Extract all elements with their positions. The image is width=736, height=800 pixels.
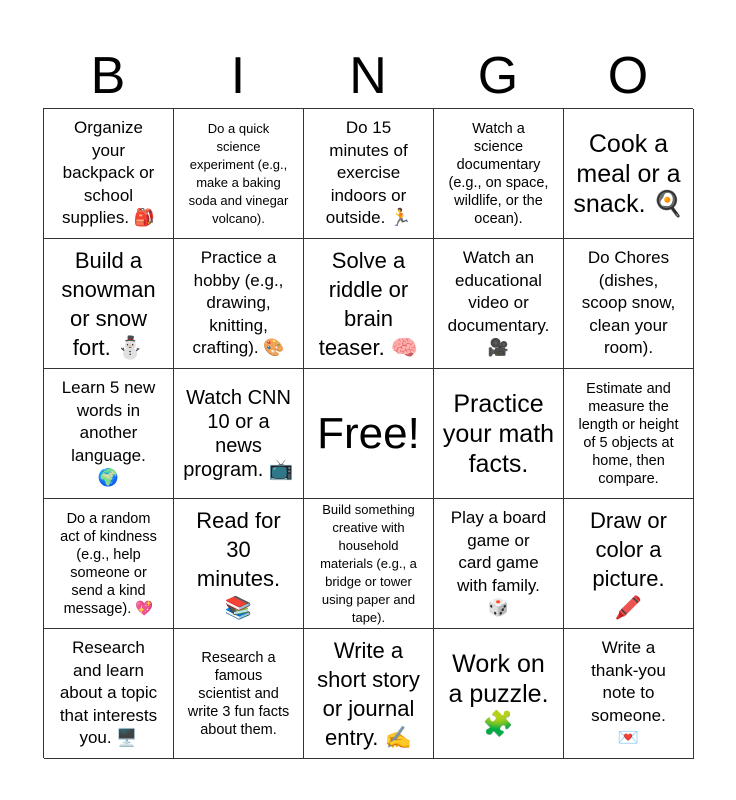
bingo-cell[interactable] [304,629,434,759]
cell-text: Watch a science documentary (e.g., on space, wildlife, or the ocean). [448,120,549,227]
bingo-cell[interactable] [564,369,694,499]
cell-text: Do Chores (dishes, scoop snow, clean your room). [581,248,676,358]
bingo-cell[interactable] [304,109,434,239]
bingo-cell[interactable] [174,629,304,759]
cell-text: Estimate and measure the length or height of 5 objects at home, then compare. [578,380,679,487]
cell-text: Research a famous scientist and write 3 fun facts about them. [187,649,290,738]
cell-text: Do a quick science experiment (e.g., make a baking soda and vinegar volcano). [188,120,289,226]
bingo-cell[interactable] [564,499,694,629]
cell-text: Build a snowman or snow fort. ⛄ [61,247,156,360]
cell-text: Read for 30 minutes. 📚 [196,507,281,620]
bingo-cell[interactable] [434,239,564,369]
cell-text: Work on a puzzle. 🧩 [448,649,549,738]
cell-text: Write a thank-you note to someone. 💌 [591,638,666,748]
cell-text: Do a random act of kindness (e.g., help someone or send a kind message). 💖 [60,510,157,617]
bingo-header [43,44,693,108]
cell-text: Practice a hobby (e.g., drawing, knitting, crafting). 🎨 [192,248,285,358]
bingo-cell[interactable] [304,499,434,629]
bingo-board [43,108,693,758]
bingo-cell[interactable] [434,369,564,499]
bingo-cell[interactable] [44,239,174,369]
cell-text: Practice your math facts. [442,389,555,478]
header-letter-i: I [230,47,246,105]
bingo-cell[interactable] [174,109,304,239]
bingo-cell[interactable] [174,499,304,629]
cell-text: Do 15 minutes of exercise indoors or outside. 🏃 [325,118,412,228]
cell-text: Research and learn about a topic that interests you. 🖥️ [59,638,158,748]
bingo-cell[interactable] [44,369,174,499]
header-letter-b: B [90,47,126,105]
cell-text: Solve a riddle or brain teaser. 🧠 [318,247,419,360]
bingo-cell[interactable] [564,109,694,239]
bingo-cell[interactable] [44,499,174,629]
cell-text: Organize your backpack or school supplies. 🎒 [62,118,155,228]
bingo-cell[interactable] [434,499,564,629]
bingo-cell[interactable] [44,109,174,239]
cell-text: Build something creative with household materials (e.g., a bridge or tower using paper and tape). [320,501,417,625]
cell-text: Draw or color a picture. 🖍️ [589,507,667,620]
free-space-cell[interactable] [304,369,434,499]
free-space-text: Free! [317,408,420,458]
bingo-cell[interactable] [434,629,564,759]
bingo-cell[interactable] [564,629,694,759]
bingo-cell[interactable] [174,239,304,369]
cell-text: Cook a meal or a snack. 🍳 [573,129,684,218]
header-letter-o: O [607,47,649,105]
bingo-cell[interactable] [564,239,694,369]
cell-text: Play a board game or card game with family. 🎲 [450,508,547,618]
cell-text: Write a short story or journal entry. ✍️ [317,637,420,750]
cell-text: Watch an educational video or documentary. 🎥 [447,248,550,358]
bingo-cell[interactable] [44,629,174,759]
bingo-cell[interactable] [304,239,434,369]
bingo-cell[interactable] [174,369,304,499]
bingo-cell[interactable] [434,109,564,239]
cell-text: Learn 5 new words in another language. 🌍 [61,378,156,488]
header-letter-g: G [477,47,519,105]
header-letter-n: N [349,47,387,105]
cell-text: Watch CNN 10 or a news program. 📺 [183,386,294,481]
